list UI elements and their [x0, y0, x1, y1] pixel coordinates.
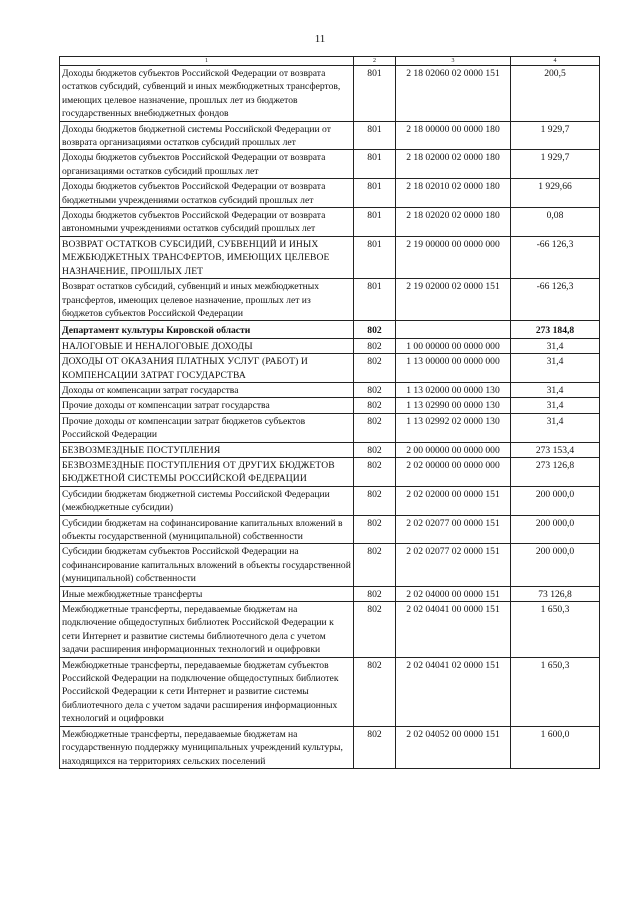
row-name-cell: Межбюджетные трансферты, передаваемые бюджетам на подключение общедоступных библиотек Российской Федерации к сети Интернет и развитие системы библиотечного дела с учетом задачи расширения информационных технологий и оцифровки — [60, 602, 354, 658]
row-name-cell: НАЛОГОВЫЕ И НЕНАЛОГОВЫЕ ДОХОДЫ — [60, 338, 354, 353]
row-admin-code-cell: 801 — [354, 121, 396, 150]
row-amount-cell: 200 000,0 — [511, 486, 600, 515]
row-admin-code-cell: 802 — [354, 515, 396, 544]
row-name-cell: Иные межбюджетные трансферты — [60, 586, 354, 601]
row-amount-cell: 273 184,8 — [511, 321, 600, 338]
row-admin-code-cell: 801 — [354, 236, 396, 278]
row-name-cell: Доходы бюджетов субъектов Российской Федерации от возврата бюджетными учреждениями остатков субсидий прошлых лет — [60, 179, 354, 208]
row-admin-code-cell: 801 — [354, 179, 396, 208]
row-name-cell: Субсидии бюджетам субъектов Российской Федерации на софинансирование капитальных вложений в объекты государственной (муниципальной) собственности — [60, 544, 354, 586]
table-row — [60, 602, 600, 658]
table-row — [60, 586, 600, 601]
row-amount-cell: 1 600,0 — [511, 726, 600, 768]
row-amount-cell: 200,5 — [511, 66, 600, 122]
row-revenue-code-cell: 2 02 02000 00 0000 151 — [396, 486, 511, 515]
row-name-cell: ВОЗВРАТ ОСТАТКОВ СУБСИДИЙ, СУБВЕНЦИЙ И ИНЫХ МЕЖБЮДЖЕТНЫХ ТРАНСФЕРТОВ, ИМЕЮЩИХ ЦЕЛЕВОЕ НАЗНАЧЕНИЕ, ПРОШЛЫХ ЛЕТ — [60, 236, 354, 278]
row-revenue-code-cell: 2 02 04000 00 0000 151 — [396, 586, 511, 601]
row-name-cell: Прочие доходы от компенсации затрат бюджетов субъектов Российской Федерации — [60, 413, 354, 442]
table-row — [60, 457, 600, 486]
row-amount-cell: -66 126,3 — [511, 279, 600, 321]
row-name-cell: Субсидии бюджетам бюджетной системы Российской Федерации (межбюджетные субсидии) — [60, 486, 354, 515]
row-amount-cell: 1 929,66 — [511, 179, 600, 208]
row-admin-code-cell: 802 — [354, 398, 396, 413]
row-revenue-code-cell: 2 02 02077 00 0000 151 — [396, 515, 511, 544]
row-admin-code-cell: 802 — [354, 442, 396, 457]
row-admin-code-cell: 802 — [354, 544, 396, 586]
table-row — [60, 486, 600, 515]
row-admin-code-cell: 802 — [354, 354, 396, 383]
table-row — [60, 121, 600, 150]
row-revenue-code-cell: 1 13 02000 00 0000 130 — [396, 382, 511, 397]
row-revenue-code-cell: 1 13 00000 00 0000 000 — [396, 354, 511, 383]
row-revenue-code-cell: 2 18 02060 02 0000 151 — [396, 66, 511, 122]
row-admin-code-cell: 801 — [354, 279, 396, 321]
row-amount-cell: 1 929,7 — [511, 121, 600, 150]
row-name-cell: Возврат остатков субсидий, субвенций и иных межбюджетных трансфертов, имеющих целевое назначение, прошлых лет из бюджетов субъектов Российской Федерации — [60, 279, 354, 321]
table-row — [60, 208, 600, 237]
revenue-table — [59, 56, 600, 769]
row-amount-cell: 73 126,8 — [511, 586, 600, 601]
row-amount-cell: -66 126,3 — [511, 236, 600, 278]
row-revenue-code-cell: 2 02 04041 02 0000 151 — [396, 657, 511, 726]
row-revenue-code-cell: 2 18 02020 02 0000 180 — [396, 208, 511, 237]
row-name-cell: БЕЗВОЗМЕЗДНЫЕ ПОСТУПЛЕНИЯ ОТ ДРУГИХ БЮДЖЕТОВ БЮДЖЕТНОЙ СИСТЕМЫ РОССИЙСКОЙ ФЕДЕРАЦИИ — [60, 457, 354, 486]
row-admin-code-cell: 802 — [354, 457, 396, 486]
table-row — [60, 179, 600, 208]
row-amount-cell: 273 126,8 — [511, 457, 600, 486]
row-admin-code-cell: 802 — [354, 338, 396, 353]
row-revenue-code-cell: 1 13 02990 00 0000 130 — [396, 398, 511, 413]
row-name-cell: Доходы от компенсации затрат государства — [60, 382, 354, 397]
row-revenue-code-cell — [396, 321, 511, 338]
department-row — [60, 321, 600, 338]
row-name-cell: Департамент культуры Кировской области — [60, 321, 354, 338]
table-row — [60, 515, 600, 544]
table-row — [60, 544, 600, 586]
row-amount-cell: 31,4 — [511, 382, 600, 397]
row-admin-code-cell: 802 — [354, 726, 396, 768]
row-revenue-code-cell: 2 19 02000 02 0000 151 — [396, 279, 511, 321]
row-amount-cell: 31,4 — [511, 338, 600, 353]
row-amount-cell: 0,08 — [511, 208, 600, 237]
row-revenue-code-cell: 1 13 02992 02 0000 130 — [396, 413, 511, 442]
row-name-cell: Доходы бюджетов субъектов Российской Федерации от возврата автономными учреждениями остатков субсидий прошлых лет — [60, 208, 354, 237]
row-admin-code-cell: 802 — [354, 413, 396, 442]
row-amount-cell: 1 650,3 — [511, 657, 600, 726]
table-row — [60, 442, 600, 457]
table-row — [60, 413, 600, 442]
row-name-cell: Доходы бюджетов бюджетной системы Российской Федерации от возврата организациями остатков субсидий прошлых лет — [60, 121, 354, 150]
row-revenue-code-cell: 2 00 00000 00 0000 000 — [396, 442, 511, 457]
table-row — [60, 150, 600, 179]
row-revenue-code-cell: 2 02 04052 00 0000 151 — [396, 726, 511, 768]
row-revenue-code-cell: 2 19 00000 00 0000 000 — [396, 236, 511, 278]
row-amount-cell: 1 650,3 — [511, 602, 600, 658]
table-row — [60, 354, 600, 383]
row-name-cell: БЕЗВОЗМЕЗДНЫЕ ПОСТУПЛЕНИЯ — [60, 442, 354, 457]
column-number: 3 — [396, 57, 511, 66]
row-name-cell: Межбюджетные трансферты, передаваемые бюджетам на государственную поддержку муниципальных учреждений культуры, находящихся на территориях сельских поселений — [60, 726, 354, 768]
row-admin-code-cell: 802 — [354, 486, 396, 515]
row-amount-cell: 31,4 — [511, 398, 600, 413]
row-amount-cell: 31,4 — [511, 354, 600, 383]
row-revenue-code-cell: 2 18 00000 00 0000 180 — [396, 121, 511, 150]
row-admin-code-cell: 802 — [354, 382, 396, 397]
column-number: 2 — [354, 57, 396, 66]
row-admin-code-cell: 802 — [354, 321, 396, 338]
row-admin-code-cell: 802 — [354, 586, 396, 601]
row-revenue-code-cell: 2 02 00000 00 0000 000 — [396, 457, 511, 486]
row-name-cell: Субсидии бюджетам на софинансирование капитальных вложений в объекты государственной (муниципальной) собственности — [60, 515, 354, 544]
row-name-cell: Прочие доходы от компенсации затрат государства — [60, 398, 354, 413]
row-revenue-code-cell: 2 02 04041 00 0000 151 — [396, 602, 511, 658]
row-revenue-code-cell: 2 18 02000 02 0000 180 — [396, 150, 511, 179]
row-amount-cell: 200 000,0 — [511, 544, 600, 586]
row-amount-cell: 200 000,0 — [511, 515, 600, 544]
row-revenue-code-cell: 2 02 02077 02 0000 151 — [396, 544, 511, 586]
row-amount-cell: 1 929,7 — [511, 150, 600, 179]
table-row — [60, 66, 600, 122]
column-number-row — [60, 57, 600, 66]
table-row — [60, 382, 600, 397]
table-row — [60, 338, 600, 353]
row-name-cell: ДОХОДЫ ОТ ОКАЗАНИЯ ПЛАТНЫХ УСЛУГ (РАБОТ) И КОМПЕНСАЦИИ ЗАТРАТ ГОСУДАРСТВА — [60, 354, 354, 383]
table-row — [60, 279, 600, 321]
row-revenue-code-cell: 2 18 02010 02 0000 180 — [396, 179, 511, 208]
table-row — [60, 236, 600, 278]
row-name-cell: Доходы бюджетов субъектов Российской Федерации от возврата остатков субсидий, субвенций и иных межбюджетных трансфертов, имеющих целевое назначение, прошлых лет из бюджетов государственных внебюджетных фондов — [60, 66, 354, 122]
row-name-cell: Межбюджетные трансферты, передаваемые бюджетам субъектов Российской Федерации на подключение общедоступных библиотек Российской Федерации к сети Интернет и развитие системы библиотечного дела с учетом задачи расширения информационных технологий и оцифровки — [60, 657, 354, 726]
row-admin-code-cell: 802 — [354, 657, 396, 726]
row-amount-cell: 31,4 — [511, 413, 600, 442]
row-admin-code-cell: 801 — [354, 208, 396, 237]
page-number: 11 — [314, 33, 326, 45]
row-admin-code-cell: 802 — [354, 602, 396, 658]
row-amount-cell: 273 153,4 — [511, 442, 600, 457]
column-number: 1 — [60, 57, 354, 66]
row-admin-code-cell: 801 — [354, 150, 396, 179]
table-row — [60, 726, 600, 768]
row-revenue-code-cell: 1 00 00000 00 0000 000 — [396, 338, 511, 353]
table-row — [60, 398, 600, 413]
table-row — [60, 657, 600, 726]
column-number: 4 — [511, 57, 600, 66]
row-admin-code-cell: 801 — [354, 66, 396, 122]
row-name-cell: Доходы бюджетов субъектов Российской Федерации от возврата организациями остатков субсидий прошлых лет — [60, 150, 354, 179]
